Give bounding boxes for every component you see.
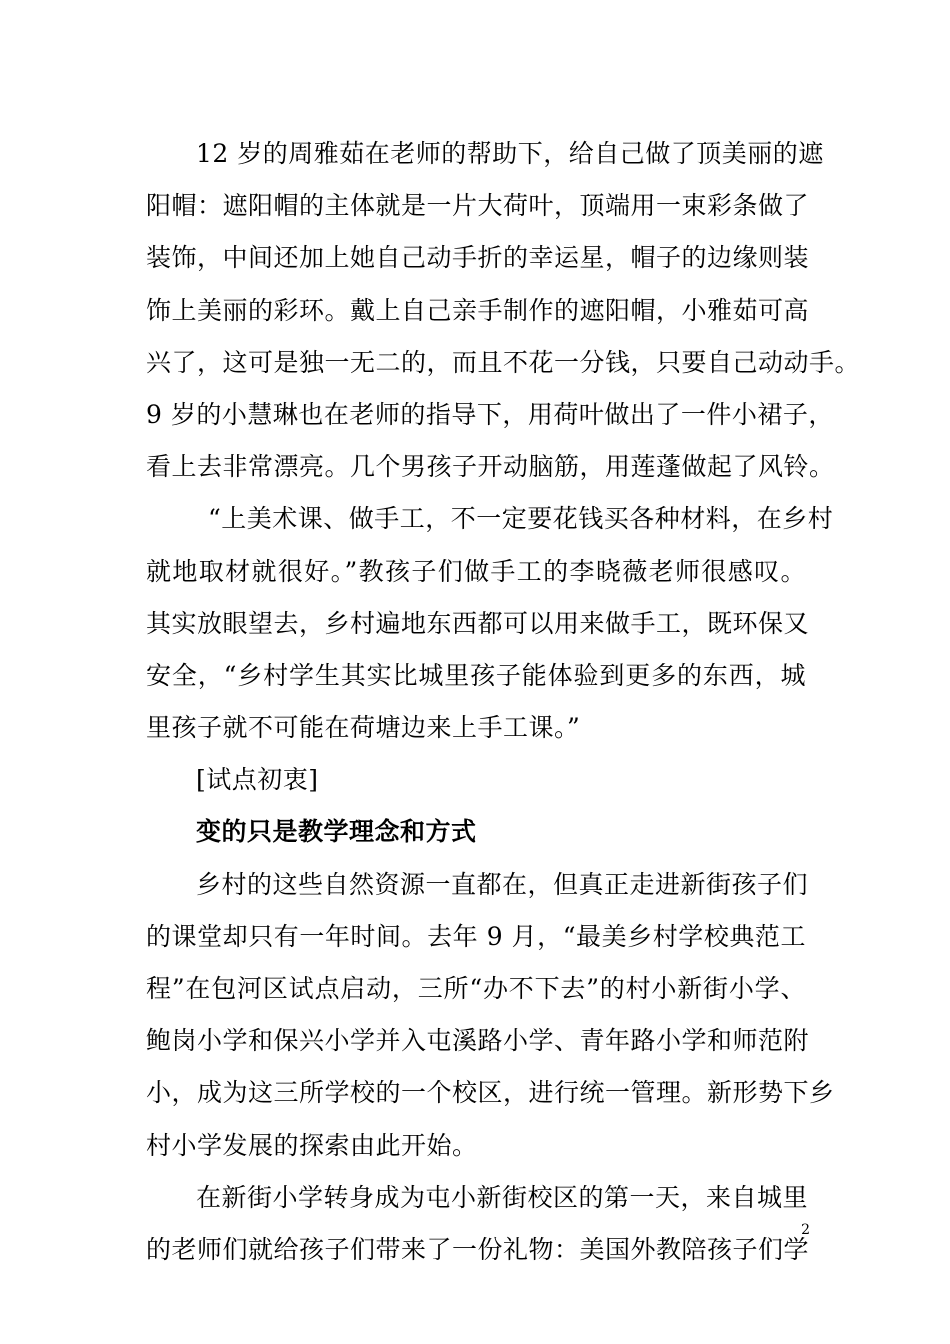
page-number: 2 bbox=[801, 1222, 810, 1238]
paragraph-line: 阳帽：遮阳帽的主体就是一片大荷叶，顶端用一束彩条做了 bbox=[146, 191, 810, 221]
paragraph-line: 程”在包河区试点启动，三所“办不下去”的村小新街小学、 bbox=[146, 974, 806, 1003]
paragraph-line: 9 岁的小慧琳也在老师的指导下，用荷叶做出了一件小裙子， bbox=[146, 399, 834, 429]
paragraph-line: 的课堂却只有一年时间。去年 9 月，“最美乡村学校典范工 bbox=[146, 921, 806, 951]
document-body bbox=[146, 128, 861, 1276]
paragraph-3 bbox=[146, 859, 835, 1172]
paragraph-line: 村小学发展的探索由此开始。 bbox=[146, 1130, 478, 1160]
section-heading-text: 变的只是教学理念和方式 bbox=[196, 817, 477, 847]
paragraph-line: 的老师们就给孩子们带来了一份礼物：美国外教陪孩子们学 bbox=[146, 1234, 810, 1264]
paragraph-line: 乡村的这些自然资源一直都在，但真正走进新街孩子们 bbox=[196, 869, 809, 899]
paragraph-line: 12 岁的周雅茹在老师的帮助下，给自己做了顶美丽的遮 bbox=[196, 139, 824, 168]
paragraph-line: 装饰，中间还加上她自己动手折的幸运星，帽子的边缘则装 bbox=[146, 243, 810, 273]
section-label-text: [试点初衷] bbox=[196, 765, 319, 795]
paragraph-line: 鲍岗小学和保兴小学并入屯溪路小学、青年路小学和师范附 bbox=[146, 1026, 810, 1056]
paragraph-line: 兴了，这可是独一无二的，而且不花一分钱，只要自己动动手。 bbox=[146, 347, 861, 377]
paragraph-1 bbox=[146, 128, 861, 493]
paragraph-line: 在新街小学转身成为屯小新街校区的第一天，来自城里 bbox=[196, 1182, 809, 1212]
paragraph-line: “上美术课、做手工，不一定要花钱买各种材料，在乡村 bbox=[208, 504, 834, 534]
paragraph-line: 里孩子就不可能在荷塘边来上手工课。” bbox=[146, 713, 581, 743]
paragraph-line: 就地取材就很好。”教孩子们做手工的李晓薇老师很感叹。 bbox=[146, 556, 806, 586]
section-heading bbox=[146, 806, 806, 858]
paragraph-4 bbox=[146, 1172, 810, 1276]
paragraph-2 bbox=[146, 493, 834, 754]
paragraph-line: 小，成为这三所学校的一个校区，进行统一管理。新形势下乡 bbox=[146, 1078, 835, 1108]
paragraph-line: 饰上美丽的彩环。戴上自己亲手制作的遮阳帽，小雅茹可高 bbox=[146, 295, 810, 325]
paragraph-line: 看上去非常漂亮。几个男孩子开动脑筋，用莲蓬做起了风铃。 bbox=[146, 452, 835, 482]
section-label bbox=[146, 754, 806, 806]
paragraph-line: 其实放眼望去，乡村遍地东西都可以用来做手工，既环保又 bbox=[146, 608, 810, 638]
paragraph-line: 安全，“乡村学生其实比城里孩子能体验到更多的东西，城 bbox=[146, 660, 806, 690]
